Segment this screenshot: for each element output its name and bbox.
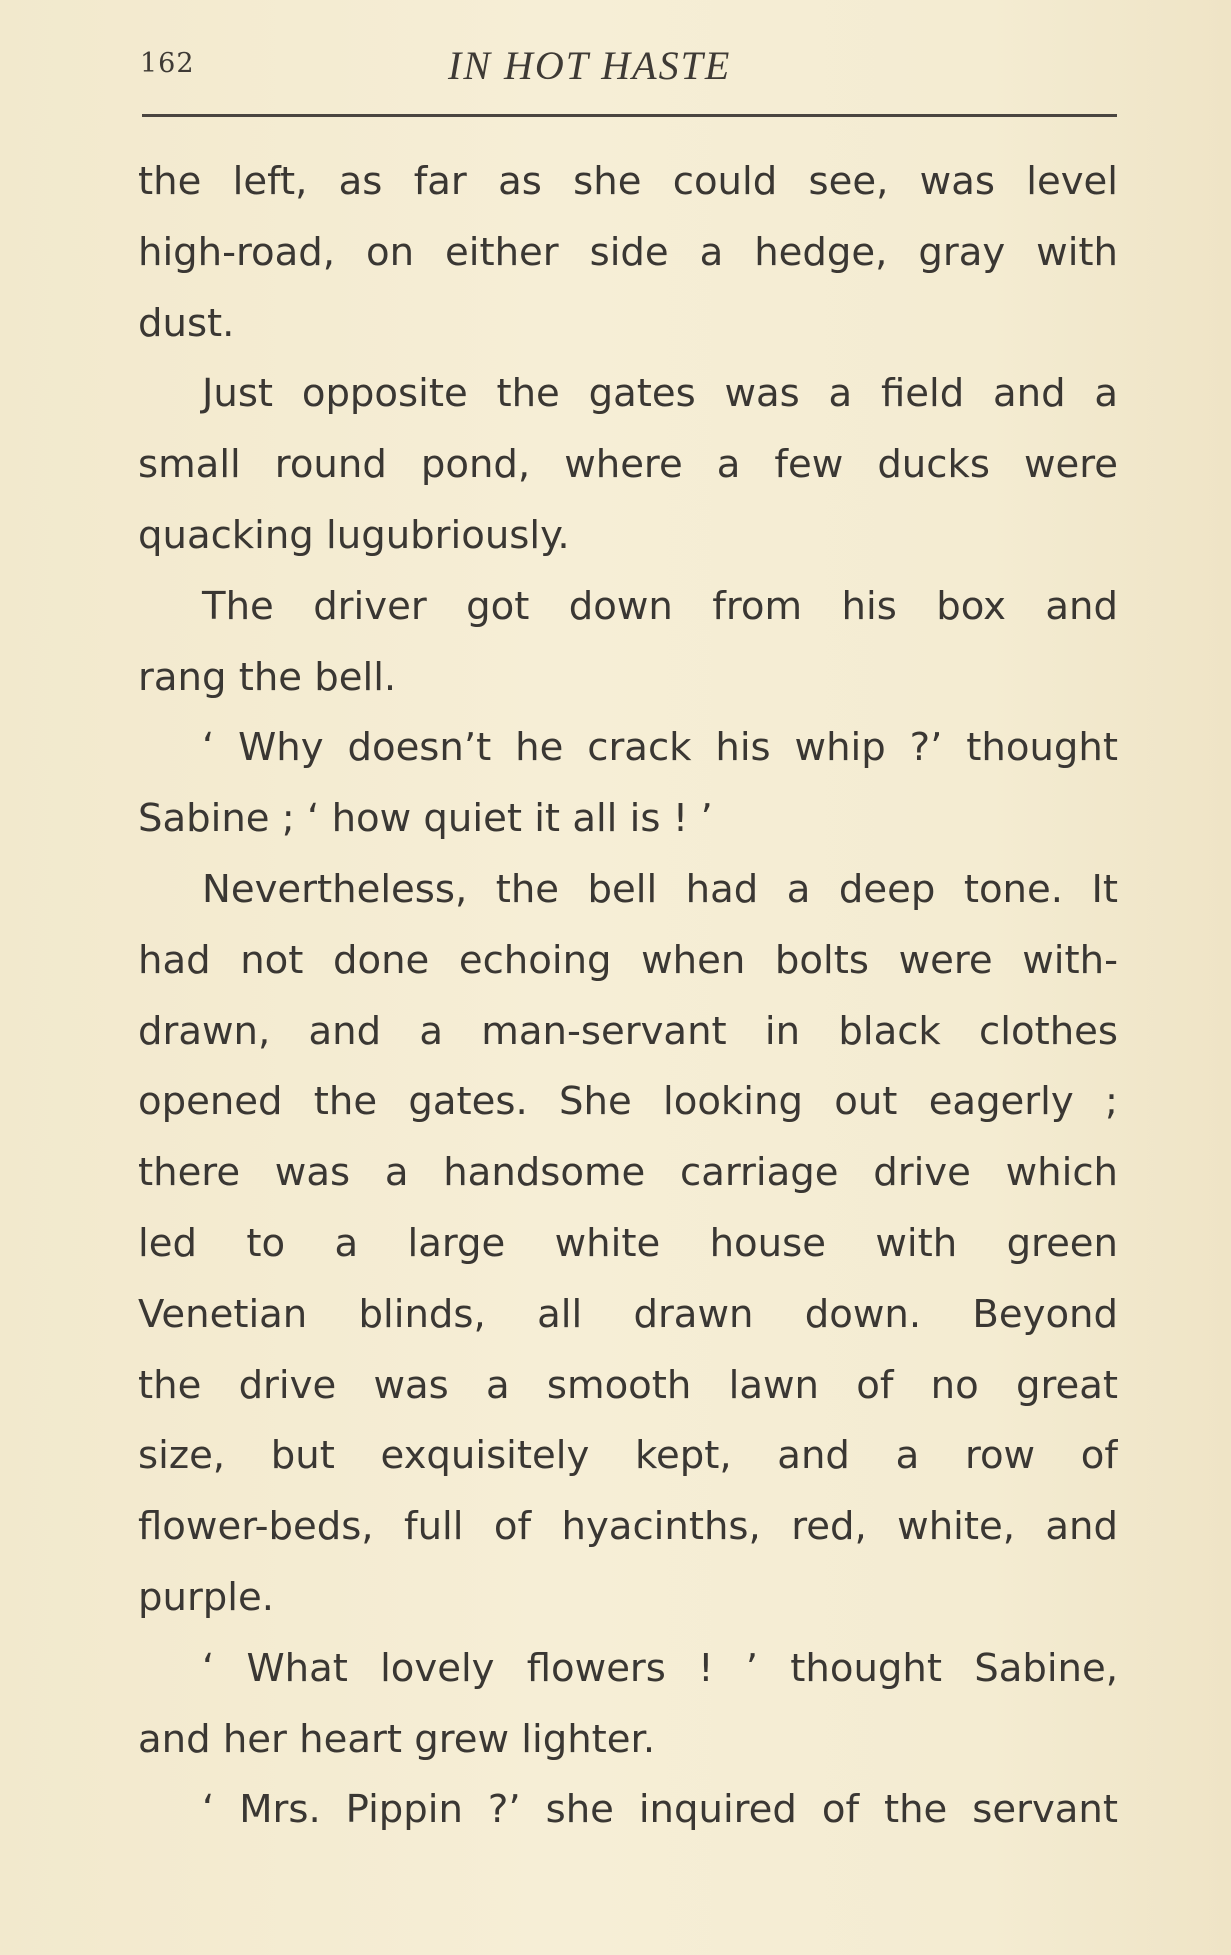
text-line: the drive was a smooth lawn of no great [138,1362,1118,1408]
text-line: purple. [138,1574,275,1620]
text-line: Venetian blinds, all drawn down. Beyond [138,1291,1118,1337]
text-line: led to a large white house with green [138,1220,1118,1266]
text-line: Sabine ; ‘ how quiet it all is ! ’ [138,796,713,842]
text-line: drawn, and a man-servant in black clothes [138,1008,1118,1054]
text-line: and her heart grew lighter. [138,1716,656,1762]
text-line: ‘ What lovely flowers ! ’ thought Sabine, [202,1645,1118,1691]
running-title: IN HOT HASTE [448,43,732,88]
text-line: ‘ Mrs. Pippin ?’ she inquired of the servant [202,1787,1118,1833]
text-line: high-road, on either side a hedge, gray with [138,229,1118,275]
header-rule [142,114,1117,117]
text-line: Nevertheless, the bell had a deep tone. It [202,866,1118,912]
text-line: there was a handsome carriage drive which [138,1150,1118,1196]
text-line: small round pond, where a few ducks were [138,442,1118,488]
text-line: the left, as far as she could see, was level [138,159,1118,204]
text-line: flower-beds, full of hyacinths, red, white, and [138,1504,1118,1550]
text-line: dust. [138,300,235,346]
text-line: opened the gates. She looking out eagerly ; [138,1079,1118,1125]
text-line: size, but exquisitely kept, and a row of [138,1433,1118,1479]
text-line: quacking lugubriously. [138,512,570,558]
text-line: ‘ Why doesn’t he crack his whip ?’ thought [202,725,1118,771]
body-text [138,147,1118,1846]
text-line: rang the bell. [138,654,397,700]
page-header [138,44,1118,94]
page-number: 162 [140,48,195,79]
text-line: had not done echoing when bolts were with- [138,937,1118,983]
text-line: The driver got down from his box and [202,583,1118,629]
text-line: Just opposite the gates was a field and a [202,371,1118,417]
